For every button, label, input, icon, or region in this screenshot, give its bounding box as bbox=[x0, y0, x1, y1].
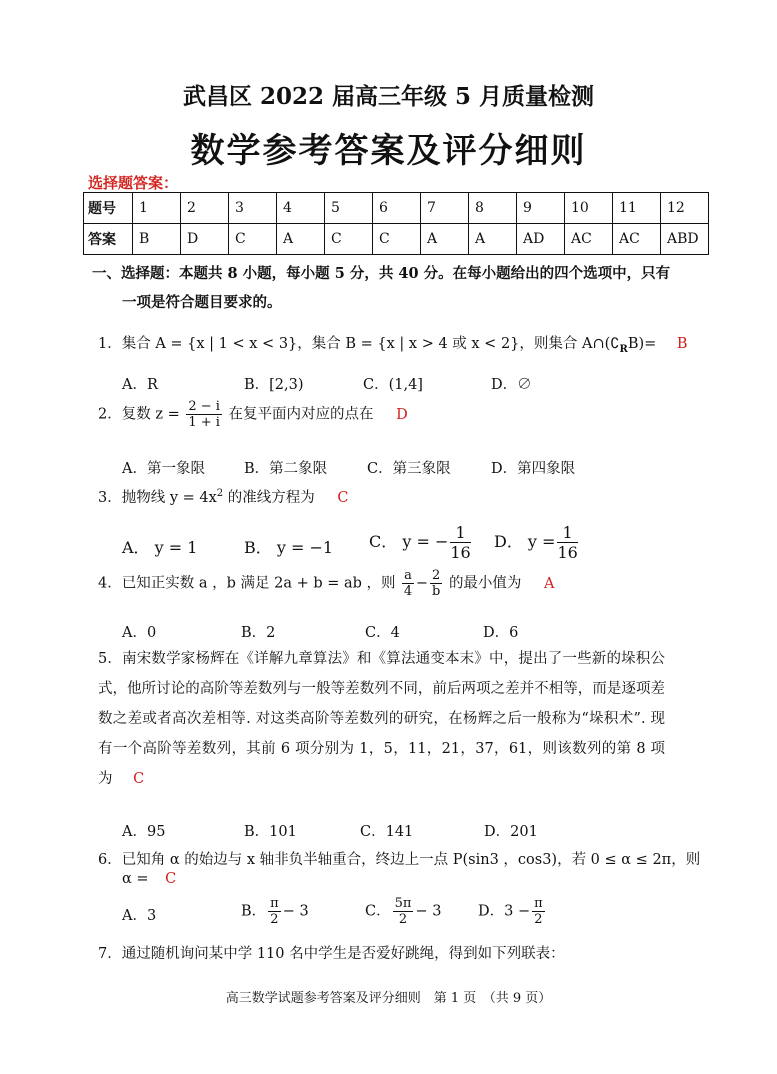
q5-option-b: B．101 bbox=[244, 824, 297, 840]
q3-answer: C bbox=[337, 490, 349, 506]
q2-numerator: 2 − i bbox=[188, 399, 220, 414]
table-cell: 9 bbox=[517, 193, 565, 224]
q5-option-a: A．95 bbox=[122, 824, 166, 840]
page-title: 武昌区 2022 届高三年级 5 月质量检测 bbox=[182, 83, 595, 110]
question-6-line-2 bbox=[122, 871, 176, 887]
q1-option-b: B．[2,3) bbox=[244, 377, 304, 393]
q6-answer: C bbox=[165, 871, 177, 887]
q4-option-d: D．6 bbox=[483, 625, 519, 641]
q4-f2-numerator: 2 bbox=[432, 568, 441, 583]
q2-answer: D bbox=[396, 406, 408, 423]
q3-option-c-fraction bbox=[450, 523, 470, 562]
q3-option-d-pre: D． y = bbox=[494, 532, 556, 551]
q4-f1-denominator: 4 bbox=[403, 584, 413, 599]
q6-option-b-fraction bbox=[268, 896, 281, 927]
q6-option-d-numerator: π bbox=[534, 896, 543, 911]
q2-option-c: C．第三象限 bbox=[367, 461, 451, 477]
q6-option-b-pre: B． bbox=[241, 903, 267, 920]
q6-option-d-pre: D．3 − bbox=[478, 903, 531, 920]
q1-subscript: R bbox=[619, 343, 628, 355]
table-row bbox=[84, 224, 709, 255]
table-cell: A bbox=[421, 224, 469, 255]
q3-option-a: A． y = 1 bbox=[122, 538, 198, 557]
question-2 bbox=[98, 399, 408, 430]
q2-pre: 2．复数 z = bbox=[98, 406, 180, 423]
q4-pre: 4．已知正实数 a ，b 满足 2a + b = ab ，则 bbox=[98, 575, 396, 592]
q6-option-c-denominator: 2 bbox=[398, 912, 408, 927]
q3-pre: 3．抛物线 y = 4x bbox=[98, 490, 217, 506]
q2-option-b: B．第二象限 bbox=[244, 461, 328, 477]
table-cell: 1 bbox=[133, 193, 181, 224]
q4-fraction-2 bbox=[430, 568, 442, 599]
q6-option-c-numerator: 5π bbox=[394, 896, 412, 911]
q4-option-a: A．0 bbox=[122, 625, 157, 641]
q2-denominator: 1 + i bbox=[188, 415, 220, 430]
q4-answer: A bbox=[544, 575, 555, 592]
page-footer: 高三数学试题参考答案及评分细则 第 1 页 （共 9 页） bbox=[225, 991, 552, 1006]
q1-option-a: A．R bbox=[122, 377, 158, 393]
q6-option-c-pre: C． bbox=[365, 903, 391, 920]
question-1 bbox=[98, 332, 688, 355]
q1-stem: 1．集合 A = {x | 1 < x < 3}，集合 B = {x | x > 4 或 x < 2}，则集合 A∩(∁ bbox=[98, 336, 620, 352]
q6-option-b-numerator: π bbox=[270, 896, 279, 911]
q3-option-d-denominator: 16 bbox=[557, 543, 578, 562]
table-cell: C bbox=[325, 224, 373, 255]
table-cell: AC bbox=[613, 224, 661, 255]
q6-option-b-denominator: 2 bbox=[270, 912, 279, 927]
q5-option-c: C．141 bbox=[360, 824, 414, 840]
q3-option-c bbox=[369, 523, 473, 562]
section-line-1: 一、选择题：本题共 8 小题，每小题 5 分，共 40 分。在每小题给出的四个选项中，只有 bbox=[92, 265, 671, 282]
q4-post: 的最小值为 bbox=[448, 575, 522, 592]
table-cell: C bbox=[373, 224, 421, 255]
q6-option-c bbox=[365, 896, 441, 927]
q4-f1-numerator: a bbox=[404, 568, 412, 583]
q3-superscript: 2 bbox=[216, 488, 224, 500]
table-cell: C bbox=[229, 224, 277, 255]
table-cell: 12 bbox=[661, 193, 709, 224]
q2-post: 在复平面内对应的点在 bbox=[228, 406, 374, 423]
q4-fraction-1 bbox=[402, 568, 414, 599]
q3-post: 的准线方程为 bbox=[227, 490, 315, 506]
q3-option-d-fraction bbox=[557, 523, 577, 562]
q4-option-c: C．4 bbox=[365, 625, 400, 641]
answer-table-label: 选择题答案： bbox=[88, 174, 179, 192]
q6-option-a: A．3 bbox=[122, 908, 157, 924]
table-cell: B bbox=[133, 224, 181, 255]
q1-answer: B bbox=[676, 336, 688, 352]
q5-answer: C bbox=[133, 771, 145, 787]
row-head-number: 题号 bbox=[84, 193, 133, 224]
page-subtitle: 数学参考答案及评分细则 bbox=[190, 131, 587, 171]
table-cell: 2 bbox=[181, 193, 229, 224]
q6-option-d bbox=[478, 896, 547, 927]
q6-option-b bbox=[241, 896, 309, 927]
q2-option-d: D．第四象限 bbox=[491, 461, 576, 477]
q3-option-c-denominator: 16 bbox=[450, 543, 471, 562]
q6-option-d-fraction bbox=[532, 896, 545, 927]
table-cell: 3 bbox=[229, 193, 277, 224]
table-cell: 10 bbox=[565, 193, 613, 224]
table-cell: 5 bbox=[325, 193, 373, 224]
table-cell: 11 bbox=[613, 193, 661, 224]
q2-option-a: A．第一象限 bbox=[122, 461, 205, 477]
table-cell: A bbox=[277, 224, 325, 255]
q1-option-d: D．∅ bbox=[491, 377, 532, 393]
q3-option-c-pre: C． y = − bbox=[369, 532, 449, 551]
table-cell: D bbox=[181, 224, 229, 255]
q3-option-d-numerator: 1 bbox=[557, 523, 577, 543]
question-6-line-1: 6．已知角 α 的始边与 x 轴非负半轴重合，终边上一点 P(sin3 ，cos3)，若 0 ≤ α ≤ 2π，则 bbox=[98, 852, 701, 868]
question-4 bbox=[98, 568, 555, 599]
table-cell: 7 bbox=[421, 193, 469, 224]
q3-option-d bbox=[494, 523, 580, 562]
q5-option-d: D．201 bbox=[484, 824, 538, 840]
q5-text: 5．南宋数学家杨辉在《详解九章算法》和《算法通变本末》中，提出了一些新的垛积公式，他所讨论的高阶等差数列与一般等差数列不同，前后两项之差并不相等，而是逐项差数之差或者高次差相等. 对这类高阶等差数列的研究，在杨辉之后一般称为“垛积术”. 现有一个高阶等差数列，其前 6 项分别为 1，5，11，21，37，61，则该数列的第 8 项为 bbox=[98, 651, 665, 787]
question-5 bbox=[98, 644, 665, 794]
q6-option-d-denominator: 2 bbox=[534, 912, 543, 927]
table-cell: ABD bbox=[661, 224, 709, 255]
q1-stem-end: B)= bbox=[627, 336, 657, 352]
question-3 bbox=[98, 486, 349, 507]
section-heading bbox=[92, 259, 692, 317]
question-7: 7．通过随机询问某中学 110 名中学生是否爱好跳绳，得到如下列联表： bbox=[98, 946, 565, 962]
q6-option-b-post: − 3 bbox=[282, 903, 309, 920]
table-cell: 6 bbox=[373, 193, 421, 224]
table-cell: A bbox=[469, 224, 517, 255]
q4-option-b: B．2 bbox=[241, 625, 276, 641]
q6-alpha: α = bbox=[122, 871, 149, 887]
q4-minus: − bbox=[415, 575, 429, 592]
q3-option-c-numerator: 1 bbox=[450, 523, 470, 543]
section-line-2: 一项是符合题目要求的。 bbox=[122, 294, 282, 311]
q6-option-c-post: − 3 bbox=[415, 903, 442, 920]
q1-option-c: C．(1,4] bbox=[363, 377, 423, 393]
q2-fraction bbox=[186, 399, 222, 430]
q4-f2-denominator: b bbox=[432, 584, 441, 599]
table-row bbox=[84, 193, 709, 224]
q3-option-b: B． y = −1 bbox=[244, 538, 334, 557]
table-cell: AC bbox=[565, 224, 613, 255]
table-cell: AD bbox=[517, 224, 565, 255]
answer-table bbox=[83, 192, 709, 255]
table-cell: 4 bbox=[277, 193, 325, 224]
table-cell: 8 bbox=[469, 193, 517, 224]
row-head-answer: 答案 bbox=[84, 224, 133, 255]
q6-option-c-fraction bbox=[393, 896, 414, 927]
